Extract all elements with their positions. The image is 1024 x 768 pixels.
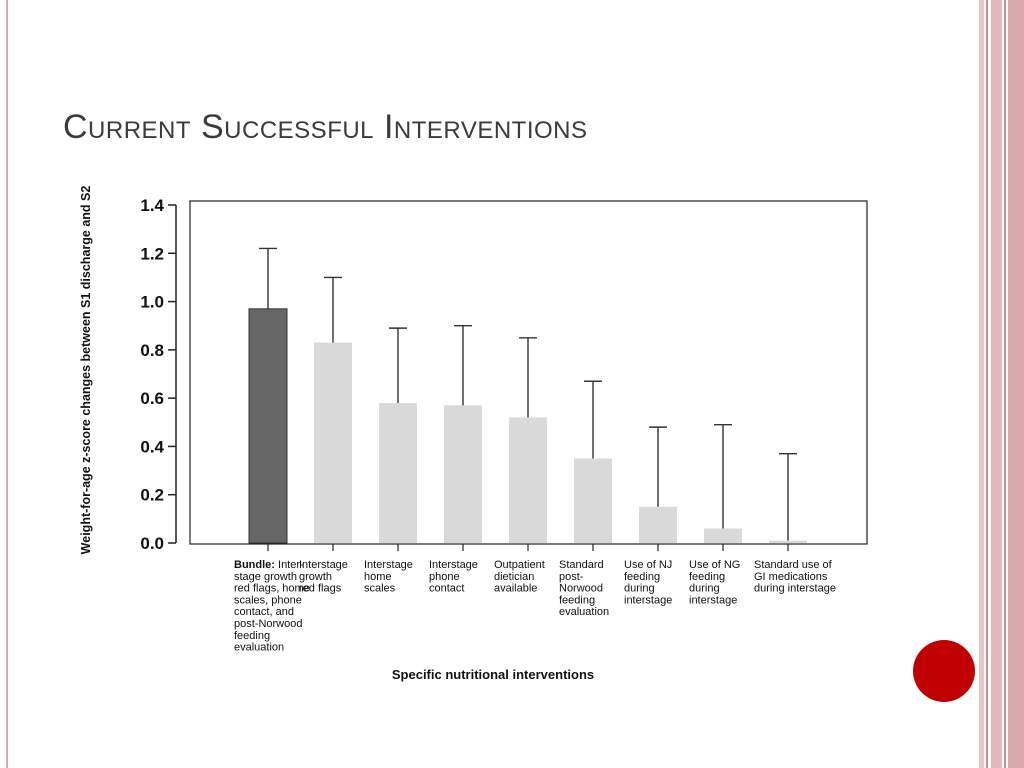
bar	[574, 459, 612, 544]
bar	[314, 343, 352, 543]
y-axis-label: Weight-for-age z-score changes between S1 discharge and S2	[79, 185, 93, 555]
x-tick-label-line: during	[624, 582, 655, 595]
x-tick-label-line: scales	[364, 582, 396, 595]
x-tick-label-line: contact	[429, 582, 465, 595]
x-tick-label-line: home	[364, 570, 392, 583]
y-tick-label: 0.6	[140, 389, 164, 409]
x-tick-label-line: interstage	[624, 594, 673, 607]
x-tick-label-line: post-	[559, 570, 584, 583]
x-tick-label	[754, 559, 836, 595]
x-tick-label	[364, 559, 413, 595]
x-tick-label-line: Use of NJ	[624, 559, 673, 571]
decorative-red-circle	[913, 640, 975, 702]
right-border-band-2	[986, 0, 988, 768]
right-border-band-1	[979, 0, 984, 768]
x-tick-label-line: Standard	[559, 559, 604, 571]
y-tick-label: 1.4	[140, 196, 164, 215]
x-tick-label-line: evaluation	[559, 606, 610, 619]
x-tick-label-line: red flags, home	[234, 582, 310, 595]
x-ticks	[234, 544, 836, 654]
x-tick-label-line: during	[689, 582, 720, 595]
y-ticks	[140, 196, 176, 553]
bar	[509, 417, 547, 543]
x-tick-label-line: growth	[299, 570, 333, 583]
x-tick-label-line: GI medications	[754, 570, 828, 583]
bar	[639, 507, 677, 543]
x-tick-label-line: phone	[429, 570, 460, 583]
x-tick-label-line: dietician	[494, 570, 535, 583]
y-tick-label: 0.2	[140, 485, 164, 505]
right-border-band-3	[991, 0, 1002, 768]
x-tick-label-line: feeding	[689, 570, 726, 583]
x-tick-label-line: Interstage	[429, 559, 478, 571]
x-tick-label-line: evaluation	[234, 641, 285, 654]
x-tick-label-line: Use of NG	[689, 559, 741, 571]
x-tick-label-line: Inter-	[274, 559, 304, 571]
x-tick-label-line: interstage	[689, 594, 738, 607]
bars-layer	[249, 248, 807, 543]
bar-chart	[70, 170, 890, 690]
x-tick-label-line: red flags	[299, 582, 342, 595]
y-tick-label: 0.4	[140, 437, 164, 457]
x-tick-label-line: Outpatient	[494, 559, 545, 571]
x-tick-label-line: Interstage	[299, 559, 348, 571]
bar	[769, 541, 807, 543]
x-tick-label	[299, 559, 348, 595]
bar	[444, 405, 482, 543]
x-tick-label-line: Bundle:	[234, 559, 275, 571]
y-tick-label: 1.2	[140, 244, 164, 264]
x-tick-label	[429, 559, 478, 595]
y-tick-label: 0.0	[140, 534, 164, 553]
x-tick-label-line: scales, phone	[234, 594, 302, 607]
x-tick-label	[494, 559, 545, 595]
bar	[704, 529, 742, 543]
x-tick-label-line: feeding	[624, 570, 661, 583]
x-tick-label	[559, 559, 609, 618]
x-tick-label-line: Standard use of	[754, 559, 832, 571]
y-tick-label: 0.8	[140, 340, 164, 360]
y-tick-label: 1.0	[140, 292, 164, 312]
x-tick-label-line: available	[494, 582, 538, 595]
x-tick-label-line: Norwood	[559, 582, 604, 595]
chart	[70, 170, 890, 690]
right-border-band-5	[1008, 0, 1024, 768]
x-tick-label-line: post-Norwood	[234, 618, 303, 630]
slide-title: Current Successful Interventions	[63, 108, 588, 146]
x-tick-label	[689, 559, 740, 606]
right-border-band-4	[1004, 0, 1006, 768]
bar	[379, 403, 417, 543]
x-tick-label	[624, 559, 672, 606]
x-tick-label-line: contact, and	[234, 606, 294, 619]
x-tick-label-line: during interstage	[754, 582, 836, 595]
x-axis-label: Specific nutritional interventions	[391, 667, 595, 682]
left-border-line	[6, 0, 8, 768]
x-tick-label-line: stage growth	[234, 570, 297, 583]
x-tick-label-line: feeding	[559, 594, 596, 607]
x-tick-label-line: feeding	[234, 629, 271, 642]
x-tick-label-line: Interstage	[364, 559, 413, 571]
bar	[249, 309, 287, 543]
